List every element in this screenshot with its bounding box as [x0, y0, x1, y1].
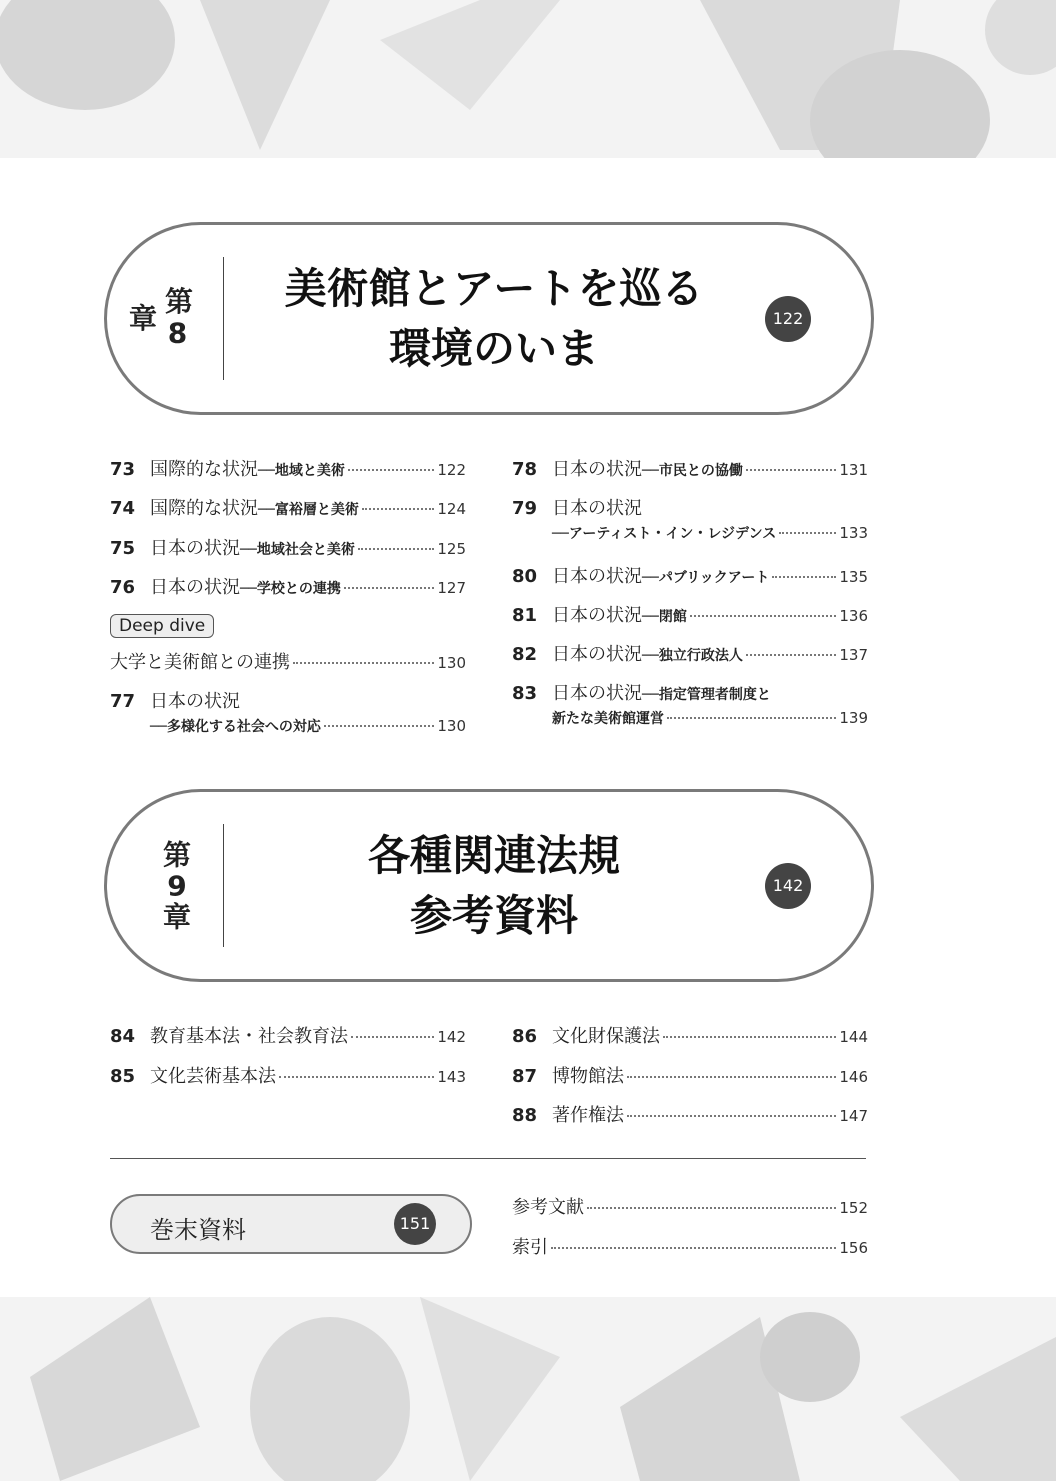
entry-subtitle: ──アーティスト・イン・レジデンス	[552, 526, 777, 542]
entry-title: 著作権法	[552, 1105, 624, 1126]
page-number: 135	[839, 568, 868, 586]
page-number: 122	[437, 461, 466, 479]
entry-number: 78	[512, 459, 538, 480]
chapter-title	[237, 826, 751, 946]
toc-entry[interactable]	[110, 455, 466, 481]
dot-leader	[351, 1036, 434, 1038]
page-number: 143	[437, 1068, 466, 1086]
entry-subtitle: ──富裕層と美術	[258, 502, 359, 518]
toc-entry-79-sub[interactable]	[512, 523, 868, 543]
dot-leader	[690, 615, 837, 617]
dot-leader	[348, 469, 435, 471]
toc-entry-77[interactable]	[110, 687, 466, 713]
chapter-9-header	[104, 789, 874, 982]
toc-entry-82[interactable]	[512, 640, 868, 666]
dot-leader	[324, 725, 435, 727]
appendix-header	[110, 1194, 472, 1254]
dot-leader	[358, 548, 435, 550]
entry-title: 文化財保護法	[552, 1026, 660, 1047]
toc-entry[interactable]	[512, 1062, 868, 1088]
toc-entry-83[interactable]	[512, 679, 868, 705]
title-line: 各種関連法規	[367, 830, 620, 880]
entry-number: 88	[512, 1105, 538, 1126]
page-badge: 142	[765, 863, 811, 909]
dot-leader	[293, 662, 434, 664]
decorative-shapes	[0, 0, 1056, 158]
entry-title: 日本の状況	[552, 683, 642, 704]
dot-leader	[663, 1036, 836, 1038]
entry-subtitle: ──市民との協働	[642, 463, 743, 479]
entry-title: 日本の状況	[552, 605, 642, 626]
chapter-char: 章	[162, 900, 191, 933]
entry-title: 日本の状況	[552, 498, 642, 519]
toc-entry-references[interactable]	[512, 1193, 868, 1219]
dot-leader	[627, 1115, 836, 1117]
dot-leader	[772, 576, 836, 578]
entry-number: 84	[110, 1026, 136, 1047]
chapter-number: 第8章	[125, 286, 194, 351]
toc-entry-deep-dive[interactable]	[110, 648, 466, 674]
toc-entry[interactable]	[110, 1062, 466, 1088]
title-line: 参考資料	[409, 890, 578, 940]
entry-number: 74	[110, 498, 136, 519]
toc-entry[interactable]	[512, 1022, 868, 1048]
dot-leader	[667, 717, 836, 719]
entry-title: 国際的な状況	[150, 498, 258, 519]
bottom-decorative-band	[0, 1297, 1056, 1481]
dot-leader	[627, 1076, 836, 1078]
page-number: 137	[839, 646, 868, 664]
appendix-title: 巻末資料	[150, 1216, 246, 1244]
entry-subtitle: ──指定管理者制度と	[642, 687, 771, 703]
dot-leader	[362, 508, 435, 510]
dot-leader	[746, 469, 837, 471]
entry-number: 75	[110, 538, 136, 559]
entry-title: 索引	[512, 1237, 548, 1258]
chapter-number	[159, 839, 195, 932]
toc-entry[interactable]	[110, 573, 466, 599]
entry-title: 参考文献	[512, 1197, 584, 1218]
entry-title: 国際的な状況	[150, 459, 258, 480]
entry-title: 大学と美術館との連携	[110, 652, 290, 673]
page-number: 131	[839, 461, 868, 479]
entry-subtitle: ──学校との連携	[240, 581, 341, 597]
page-number: 136	[839, 607, 868, 625]
entry-number: 79	[512, 498, 538, 519]
page-number: 130	[437, 717, 466, 735]
page-number: 127	[437, 579, 466, 597]
dot-leader	[779, 532, 836, 534]
entry-number: 81	[512, 605, 538, 626]
entry-subtitle: 新たな美術館運営	[552, 711, 664, 727]
entry-number: 73	[110, 459, 136, 480]
entry-number: 85	[110, 1066, 136, 1087]
page-number: 133	[839, 524, 868, 542]
entry-subtitle: ──閉館	[642, 609, 687, 625]
title-line: 環境のいま	[388, 323, 599, 373]
page-number: 139	[839, 709, 868, 727]
page-number: 130	[437, 654, 466, 672]
page-number: 142	[437, 1028, 466, 1046]
entry-title: 日本の状況	[150, 691, 240, 712]
entry-title: 教育基本法・社会教育法	[150, 1026, 348, 1047]
entry-title: 文化芸術基本法	[150, 1066, 276, 1087]
page-number: 152	[839, 1199, 868, 1217]
deep-dive-badge: Deep dive	[110, 614, 214, 638]
entry-number: 83	[512, 683, 538, 704]
entry-subtitle: ──パブリックアート	[642, 570, 770, 586]
page-number: 156	[839, 1239, 868, 1257]
entry-number: 86	[512, 1026, 538, 1047]
entry-title: 日本の状況	[552, 566, 642, 587]
entry-subtitle: ──独立行政法人	[642, 648, 743, 664]
page-badge: 122	[765, 296, 811, 342]
toc-entry-78[interactable]	[512, 455, 868, 481]
dot-leader	[551, 1247, 836, 1249]
page-number: 147	[839, 1107, 868, 1125]
dot-leader	[587, 1207, 836, 1209]
chapter-char: 第	[162, 838, 191, 871]
entry-number: 80	[512, 566, 538, 587]
entry-number: 87	[512, 1066, 538, 1087]
page-badge: 151	[394, 1203, 436, 1245]
divider-rule	[110, 1158, 866, 1159]
entry-title: 日本の状況	[150, 577, 240, 598]
toc-entry-80[interactable]	[512, 562, 868, 588]
entry-title: 日本の状況	[150, 538, 240, 559]
entry-title: 博物館法	[552, 1066, 624, 1087]
entry-number: 76	[110, 577, 136, 598]
decorative-shapes	[0, 1297, 1056, 1481]
page-number: 144	[839, 1028, 868, 1046]
dot-leader	[344, 587, 435, 589]
toc-entry-index[interactable]	[512, 1233, 868, 1259]
dot-leader	[746, 654, 837, 656]
page-number: 125	[437, 540, 466, 558]
toc-entry-77-sub[interactable]	[110, 716, 466, 736]
entry-subtitle: ──多様化する社会への対応	[150, 719, 321, 735]
toc-entry[interactable]	[110, 534, 466, 560]
toc-entry[interactable]	[110, 494, 466, 520]
toc-entry-81[interactable]	[512, 601, 868, 627]
chapter-char: 9	[167, 869, 187, 902]
toc-entry-83-sub[interactable]	[552, 708, 868, 728]
toc-entry[interactable]	[110, 1022, 466, 1048]
title-line: 美術館とアートを巡る	[284, 263, 704, 313]
chapter-8-header	[104, 222, 874, 415]
entry-number: 82	[512, 644, 538, 665]
dot-leader	[279, 1076, 434, 1078]
divider	[223, 824, 224, 947]
entry-title: 日本の状況	[552, 459, 642, 480]
entry-number: 77	[110, 691, 136, 712]
divider	[223, 257, 224, 380]
page-number: 146	[839, 1068, 868, 1086]
page-number: 124	[437, 500, 466, 518]
top-decorative-band	[0, 0, 1056, 158]
entry-subtitle: ──地域と美術	[258, 463, 345, 479]
chapter-title	[237, 259, 751, 379]
entry-subtitle: ──地域社会と美術	[240, 542, 355, 558]
toc-entry[interactable]	[512, 1101, 868, 1127]
entry-title: 日本の状況	[552, 644, 642, 665]
toc-entry-79[interactable]	[512, 494, 868, 520]
